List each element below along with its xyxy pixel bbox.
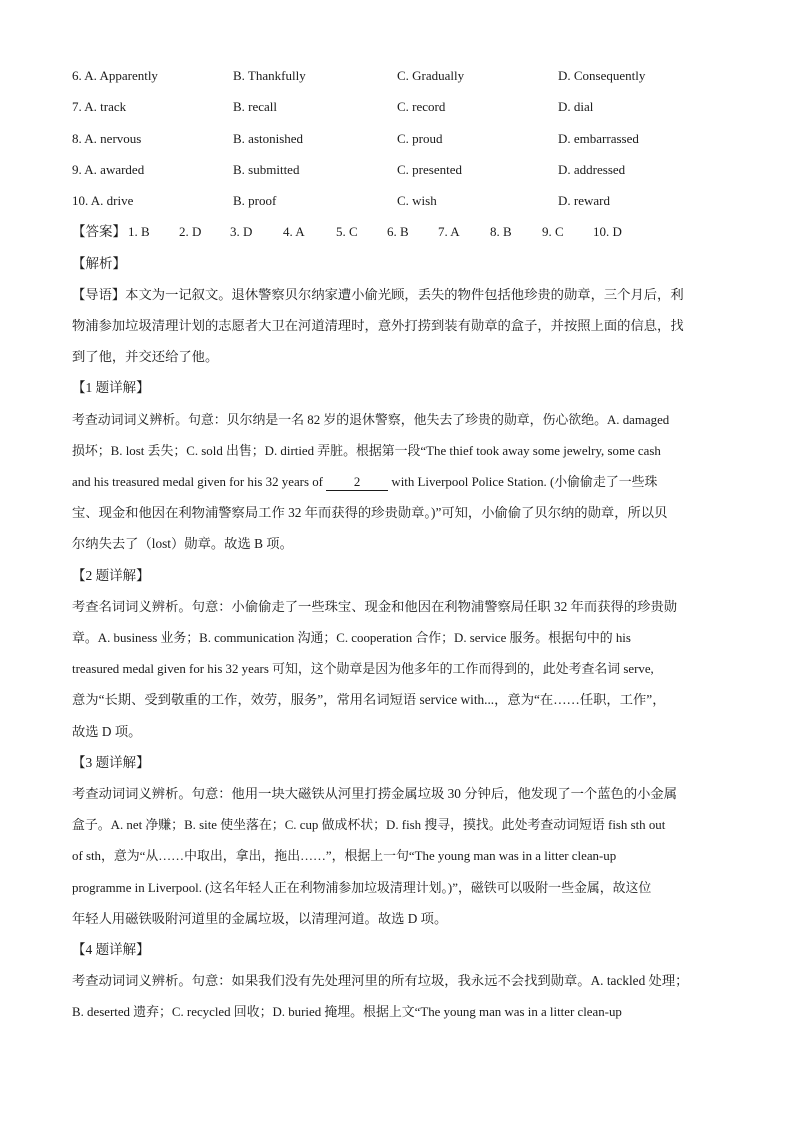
option-c: C. Gradually (397, 68, 465, 83)
q3-line: 考查动词词义辨析。句意：他用一块大磁铁从河里打捞金属垃圾 30 分钟后，他发现了一个蓝色的小金属 (72, 786, 678, 801)
answer-item: 7. A (438, 224, 460, 239)
option-a: 6. A. Apparently (72, 68, 158, 83)
q3-line: programme in Liverpool. (这名年轻人正在利物浦参加垃圾清理计划。)”，磁铁可以吸附一些金属，故这位 (72, 881, 652, 895)
q1-line (72, 472, 724, 492)
option-c: C. proud (397, 131, 443, 146)
answer-item: 6. B (387, 224, 409, 239)
option-b: B. submitted (233, 162, 300, 177)
option-a: 10. A. drive (72, 193, 134, 208)
option-b: B. proof (233, 193, 277, 208)
option-c: C. wish (397, 193, 437, 208)
answer-item: 3. D (230, 224, 253, 239)
answer-item: 1. B (128, 224, 150, 239)
q1-line: 宝、现金和他因在利物浦警察局工作 32 年而获得的珍贵勋章。)”可知，小偷偷了贝尔纳的勋章，所以贝 (72, 505, 668, 520)
answer-item: 10. D (593, 224, 622, 239)
answer-item: 8. B (490, 224, 512, 239)
option-b: B. astonished (233, 131, 304, 146)
q1-line: 损坏；B. lost 丢失；C. sold 出售；D. dirtied 弄脏。根据第一段“The thief took away some jewelry, some cash (72, 444, 661, 458)
q3-line: of sth，意为“从……中取出，拿出，拖出……”，根据上一句“The young man was in a litter clean-up (72, 849, 617, 863)
intro-line: 到了他，并交还给了他。 (72, 349, 219, 364)
q2-line: 故选 D 项。 (72, 724, 142, 739)
q3-line: 盒子。A. net 净赚；B. site 使坐落在；C. cup 做成杯状；D. fish 搜寻，摸找。此处考查动词短语 fish sth out (72, 818, 666, 832)
answer-item: 5. C (336, 224, 358, 239)
q1-line-text: with Liverpool Police Station. (小偷偷走了一些珠 (388, 475, 658, 489)
intro-line: 物浦参加垃圾清理计划的志愿者大卫在河道清理时，意外打捞到装有勋章的盒子，并按照上面的信息，找 (72, 318, 684, 333)
q1-line: 尔纳失去了（lost）勋章。故选 B 项。 (72, 536, 293, 551)
option-d: D. Consequently (558, 68, 646, 83)
q1-line-text: and his treasured medal given for his 32 years of (72, 475, 327, 489)
option-d: D. reward (558, 193, 610, 208)
option-a: 7. A. track (72, 99, 127, 114)
q2-line: treasured medal given for his 32 years 可知，这个勋章是因为他多年的工作而得到的，此处考查名词 serve, (72, 662, 654, 676)
answer-item: 9. C (542, 224, 564, 239)
option-b: B. recall (233, 99, 278, 114)
q2-line: 章。A. business 业务；B. communication 沟通；C. cooperation 合作；D. service 服务。根据句中的 his (72, 631, 631, 645)
option-b: B. Thankfully (233, 68, 306, 83)
option-c: C. presented (397, 162, 462, 177)
q1-heading: 【1 题详解】 (72, 380, 150, 395)
q1-line: 考查动词词义辨析。句意：贝尔纳是一名 82 岁的退休警察，他失去了珍贵的勋章，伤心欲绝。A. damaged (72, 413, 670, 427)
q4-line: B. deserted 遗弃；C. recycled 回收；D. buried 掩埋。根据上文“The young man was in a litter clean-up (72, 1005, 622, 1019)
answer-item: 4. A (283, 224, 305, 239)
analysis-heading: 【解析】 (72, 256, 126, 271)
blank-2: 2 (326, 474, 388, 491)
q4-heading: 【4 题详解】 (72, 942, 150, 957)
option-d: D. embarrassed (558, 131, 639, 146)
intro-line: 【导语】本文为一记叙文。退休警察贝尔纳家遭小偷光顾，丢失的物件包括他珍贵的勋章，三个月后，利 (72, 287, 684, 302)
answer-label: 【答案】 (72, 224, 126, 239)
option-d: D. dial (558, 99, 594, 114)
option-a: 9. A. awarded (72, 162, 145, 177)
q3-line: 年轻人用磁铁吸附河道里的金属垃圾，以清理河道。故选 D 项。 (72, 911, 448, 926)
answer-item: 2. D (179, 224, 202, 239)
q2-line: 意为“长期、受到敬重的工作，效劳，服务”，常用名词短语 service with...，意为“在……任职，工作”， (72, 692, 666, 707)
q2-heading: 【2 题详解】 (72, 568, 150, 583)
option-c: C. record (397, 99, 446, 114)
q3-heading: 【3 题详解】 (72, 755, 150, 770)
q4-line: 考查动词词义辨析。句意：如果我们没有先处理河里的所有垃圾，我永远不会找到勋章。A. tackled 处理； (72, 973, 689, 988)
option-d: D. addressed (558, 162, 626, 177)
q2-line: 考查名词词义辨析。句意：小偷偷走了一些珠宝、现金和他因在利物浦警察局任职 32 年而获得的珍贵勋 (72, 599, 678, 614)
option-a: 8. A. nervous (72, 131, 142, 146)
